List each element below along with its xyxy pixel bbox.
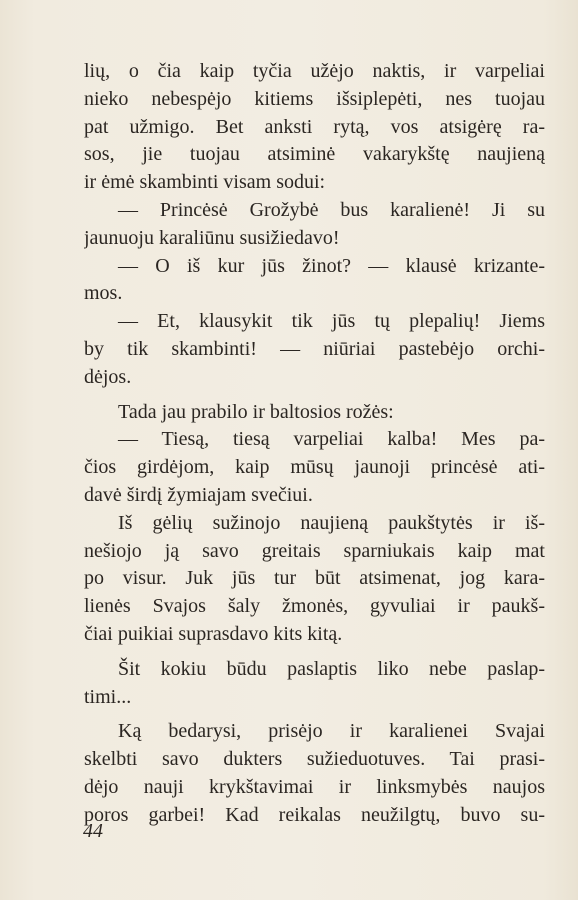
text-line: dėjo nauji krykštavimai ir linksmybės naujos — [84, 775, 545, 798]
body-text — [84, 58, 545, 830]
text-line: nešiojo ją savo greitais sparniukais kaip mat — [84, 539, 545, 562]
text-line: poros garbei! Kad reikalas neužilgtų, buvo su- — [84, 803, 545, 826]
text-line: davė širdį žymiajam svečiui. — [84, 483, 313, 506]
text-line: mos. — [84, 282, 123, 305]
text-line: po visur. Juk jūs tur būt atsimenat, jog kara- — [84, 567, 545, 590]
text-line: pat užmigo. Bet anksti rytą, vos atsigėrę ra- — [84, 115, 545, 138]
text-line: nieko nebespėjo kitiems išsiplepėti, nes tuojau — [84, 87, 545, 110]
text-line: Ką bedarysi, prisėjo ir karalienei Svajai — [118, 720, 545, 743]
text-line: by tik skambinti! — niūriai pastebėjo orchi- — [84, 337, 545, 360]
text-line: — Et, klausykit tik jūs tų plepalių! Jiems — [118, 310, 545, 333]
text-line: jaunuoju karaliūnu susižiedavo! — [84, 226, 340, 249]
text-line: — O iš kur jūs žinot? — klausė krizante- — [118, 254, 545, 277]
text-line: Iš gėlių sužinojo naujieną paukštytės ir iš- — [118, 511, 545, 534]
text-line: ir ėmė skambinti visam sodui: — [84, 171, 326, 194]
text-line: Tada jau prabilo ir baltosios rožės: — [118, 400, 394, 423]
text-line: skelbti savo dukters sužieduotuves. Tai prasi- — [84, 748, 545, 771]
text-line: sos, jie tuojau atsiminė vakarykštę naujieną — [84, 143, 545, 166]
text-line: čiai puikiai suprasdavo kits kitą. — [84, 622, 343, 645]
text-line: lienės Svajos šaly žmonės, gyvuliai ir paukš- — [84, 595, 545, 618]
text-line: — Tiesą, tiesą varpeliai kalba! Mes pa- — [118, 428, 545, 451]
text-line: Šit kokiu būdu paslaptis liko nebe paslap- — [118, 657, 545, 680]
text-line: dėjos. — [84, 365, 132, 388]
text-line: čios girdėjom, kaip mūsų jaunoji princėsė ati- — [84, 456, 545, 479]
text-line: lių, o čia kaip tyčia užėjo naktis, ir varpeliai — [84, 60, 545, 82]
text-line: — Princėsė Grožybė bus karalienė! Ji su — [118, 198, 545, 221]
text-line: timi... — [84, 685, 132, 708]
page-number: 44 — [83, 820, 103, 842]
